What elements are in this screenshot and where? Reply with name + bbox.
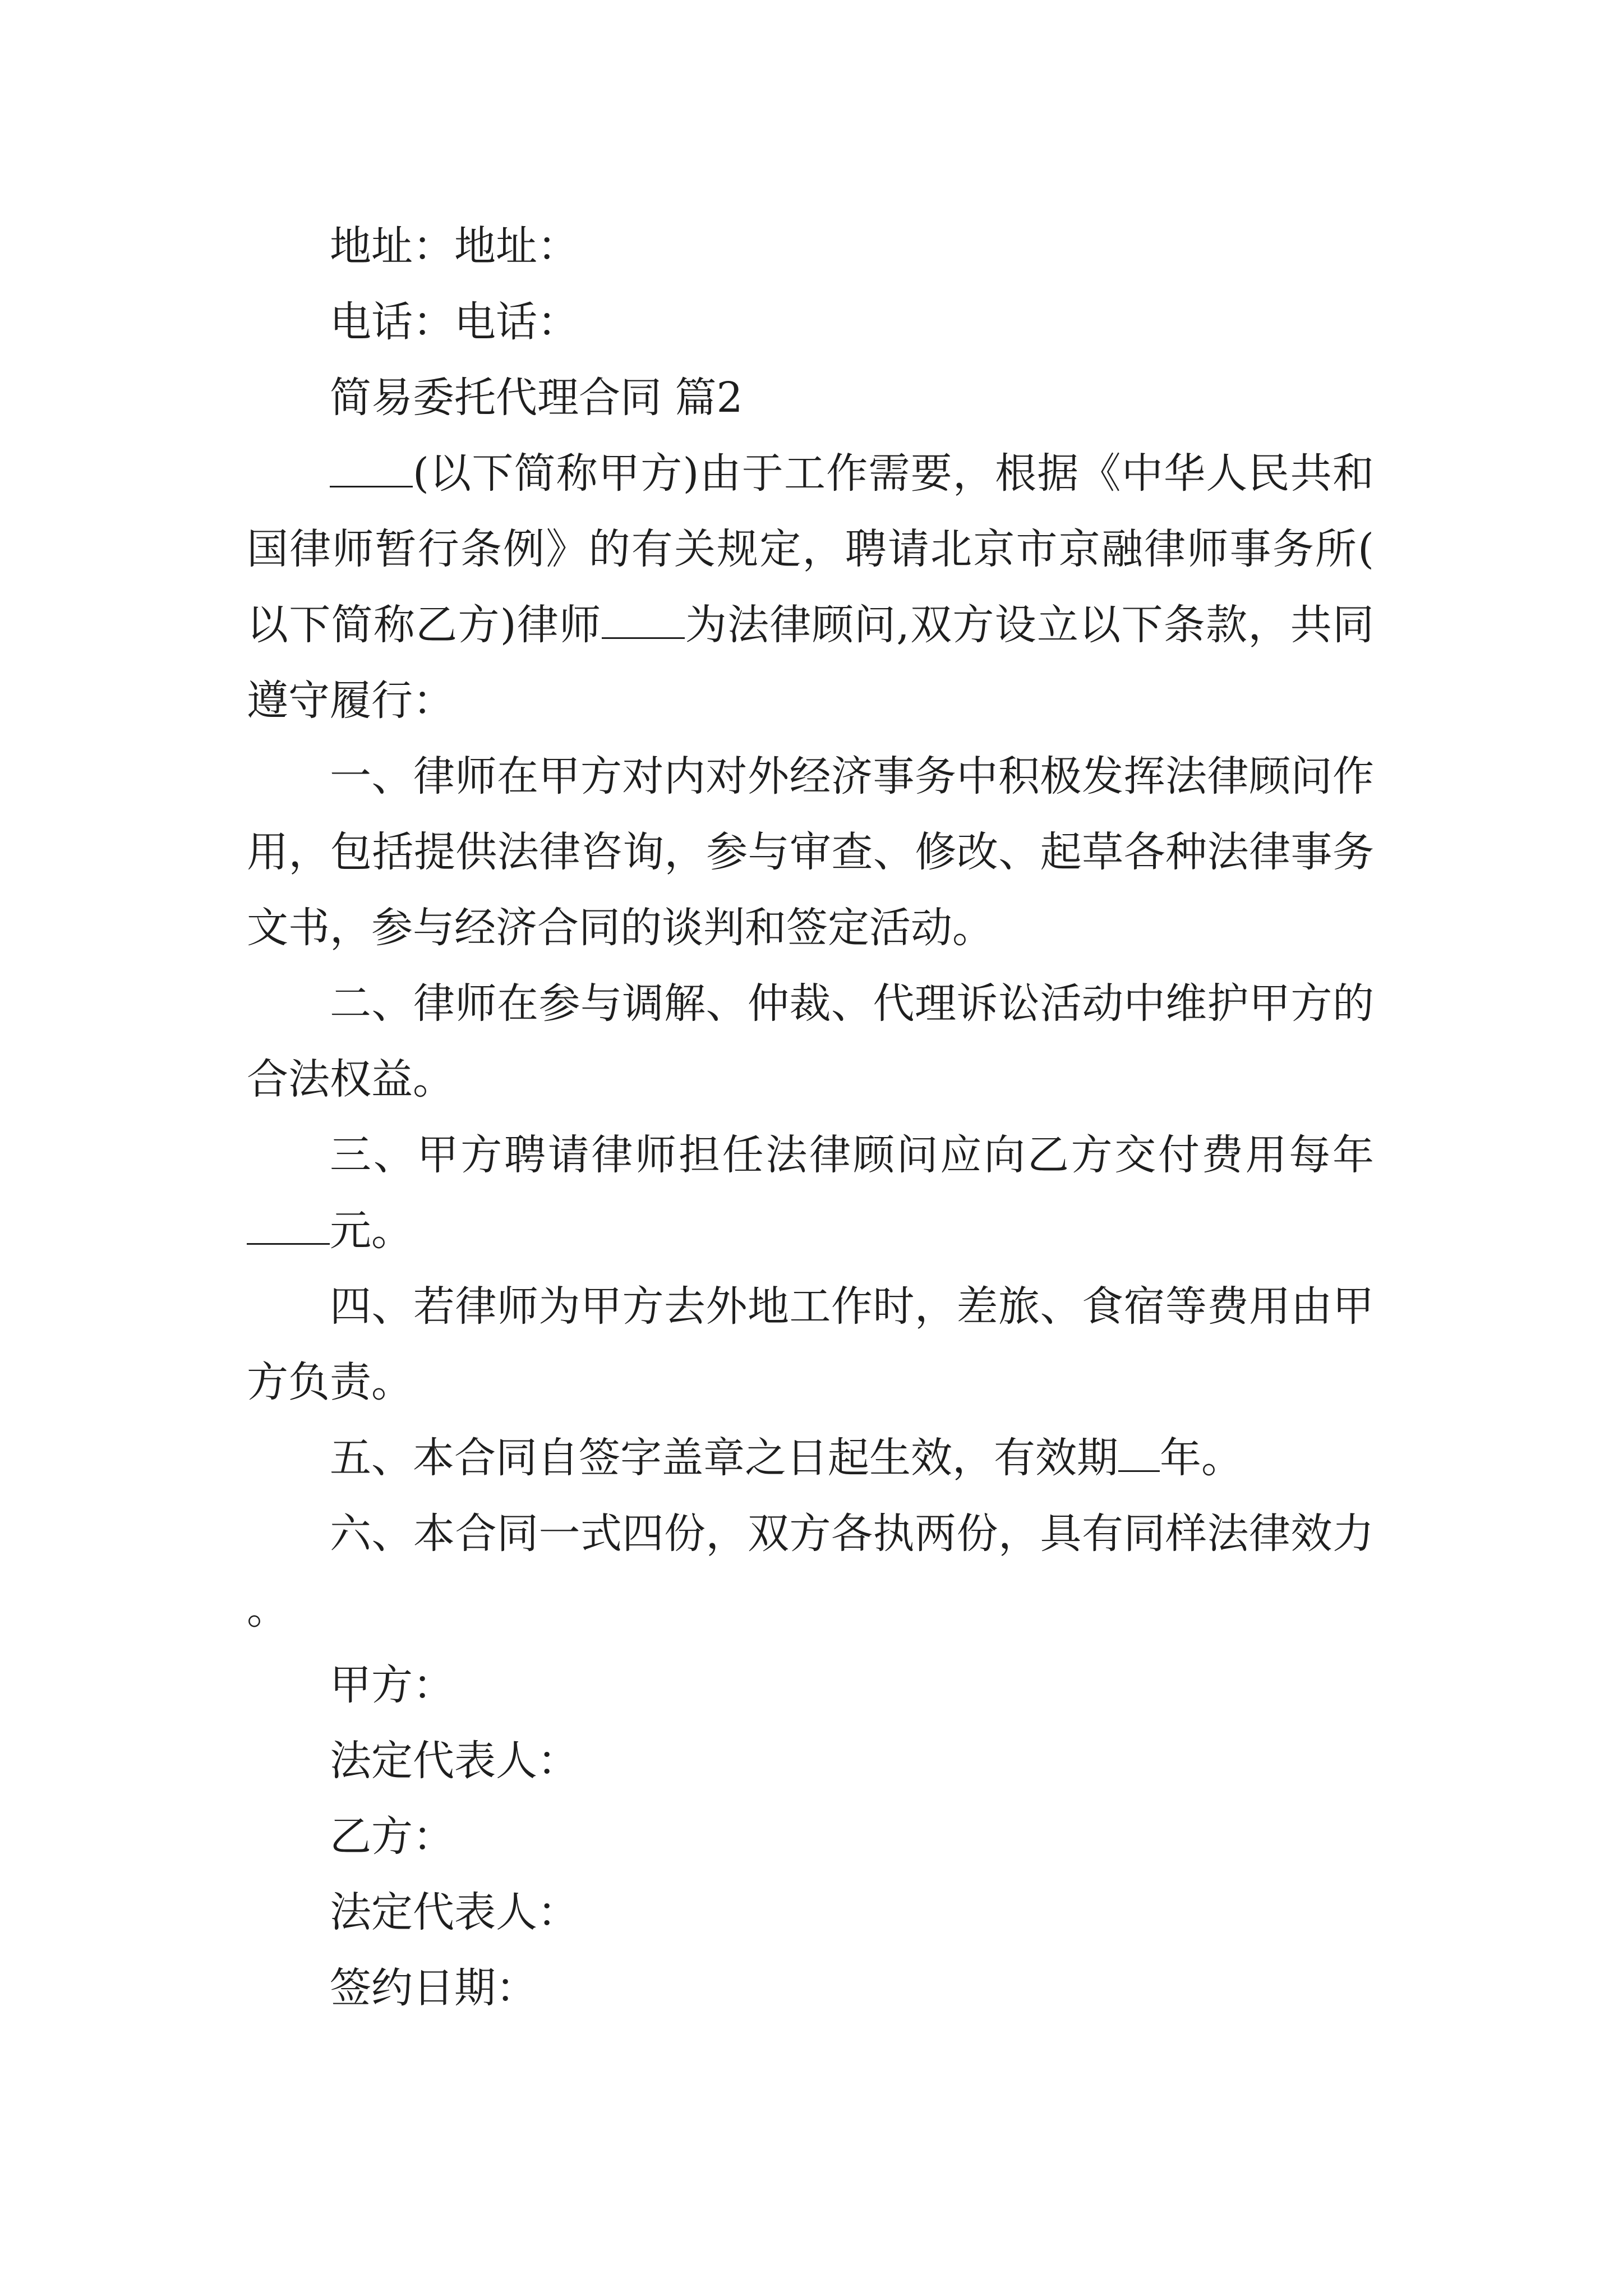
- legal-rep-b-label: 法定代表人：: [330, 1888, 579, 1936]
- clause-3: [247, 1117, 1374, 1269]
- address-line: 地址：地址：: [330, 222, 579, 270]
- blank-annual-fee: [247, 1204, 330, 1245]
- clause-4: 四、若律师为甲方去外地工作时，差旅、食宿等费用由甲方负责。: [247, 1282, 1374, 1406]
- intro-text-1: (以下简称甲方)由于工作需要，根据《中华人民共和国律师暂行条例》的有关规定，聘请北京市京融律师事务所(以下简称乙方)律师: [247, 449, 1374, 649]
- clause-5: [247, 1420, 1374, 1496]
- clause-6: 六、本合同一式四份，双方各执两份，具有同样法律效力。: [247, 1510, 1374, 1634]
- legal-rep-a-label: 法定代表人：: [330, 1737, 579, 1785]
- clause-5-text-2: 年。: [1160, 1434, 1243, 1482]
- party-b-label: 乙方：: [330, 1812, 454, 1861]
- blank-lawyer-name: [602, 598, 685, 639]
- phone-line: 电话：电话：: [330, 298, 579, 346]
- sign-date-label: 签约日期：: [330, 1964, 537, 2012]
- intro-paragraph: [247, 436, 1374, 739]
- clause-3-text-2: 元。: [330, 1207, 413, 1255]
- blank-party-a-name: [330, 447, 413, 487]
- clause-1: 一、律师在甲方对内对外经济事务中积极发挥法律顾问作用，包括提供法律咨询，参与审查、修改、起草各种法律事务文书，参与经济合同的谈判和签定活动。: [247, 752, 1374, 952]
- document-body: [247, 209, 1374, 2026]
- intro-text-2: 为法律顾问,双方设立以下条款，共同遵守履行：: [247, 601, 1374, 725]
- clause-5-text-1: 五、本合同自签字盖章之日起生效，有效期: [330, 1434, 1118, 1482]
- section-title: 简易委托代理合同 篇2: [330, 374, 743, 422]
- clause-2: 二、律师在参与调解、仲裁、代理诉讼活动中维护甲方的合法权益。: [247, 979, 1374, 1103]
- blank-validity-years: [1118, 1431, 1160, 1472]
- party-a-label: 甲方：: [330, 1661, 454, 1709]
- clause-3-text-1: 三、甲方聘请律师担任法律顾问应向乙方交付费用每年: [330, 1131, 1374, 1179]
